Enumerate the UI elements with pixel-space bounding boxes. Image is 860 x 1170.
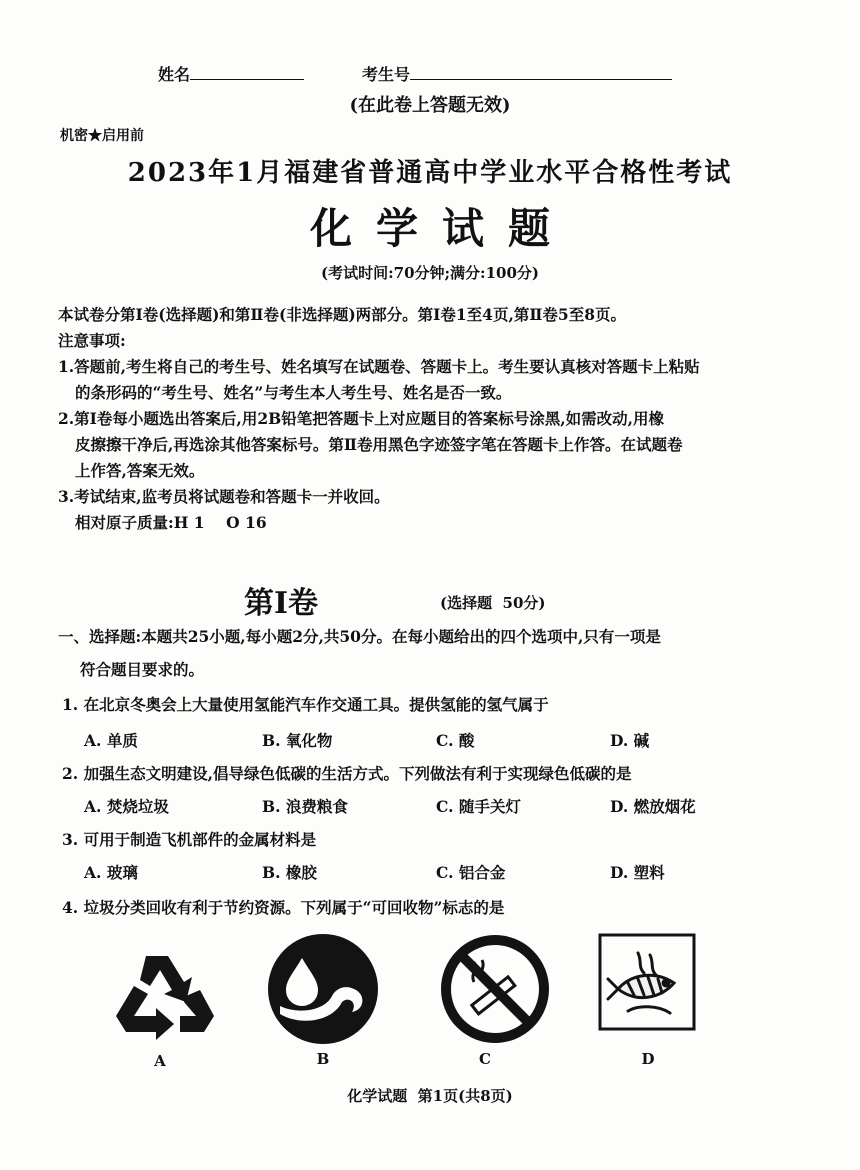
- fish-bone-icon: [598, 933, 696, 1031]
- exam-id-blank: [410, 63, 672, 80]
- q2-option-d: D. 燃放烟花: [610, 797, 696, 816]
- section-subtitle: (选择题 50分): [440, 594, 546, 612]
- q4-option-c: C: [479, 1050, 491, 1068]
- notes-heading: 注意事项:: [58, 331, 126, 350]
- note-1-line-2: 的条形码的“考生号、姓名”与考生本人考生号、姓名是否一致。: [75, 383, 512, 402]
- section-instruction-line-1: 一、选择题:本题共25小题,每小题2分,共50分。在每小题给出的四个选项中,只有一项是: [58, 627, 661, 646]
- section-title: 第Ⅰ卷: [244, 586, 319, 621]
- note-2-line-1: 2.第Ⅰ卷每小题选出答案后,用2B铅笔把答题卡上对应题目的答案标号涂黑,如需改动,用橡: [58, 409, 665, 428]
- question-4-stem: 4. 垃圾分类回收有利于节约资源。下列属于“可回收物”标志的是: [62, 898, 505, 917]
- question-2-stem: 2. 加强生态文明建设,倡导绿色低碳的生活方式。下列做法有利于实现绿色低碳的是: [62, 764, 632, 783]
- exam-title: 2023年1月福建省普通高中学业水平合格性考试: [127, 158, 733, 188]
- q1-option-b: B. 氧化物: [262, 731, 333, 750]
- recycle-icon: [104, 952, 216, 1044]
- q1-option-c: C. 酸: [436, 731, 475, 750]
- q2-option-a: A. 焚烧垃圾: [84, 797, 169, 816]
- atomic-mass: 相对原子质量:H 1 O 16: [75, 513, 267, 532]
- q3-option-a: A. 玻璃: [84, 863, 138, 882]
- subject-title: 化学试题: [309, 204, 574, 253]
- exam-time-info: (考试时间:70分钟;满分:100分): [321, 264, 539, 282]
- note-3: 3.考试结束,监考员将试题卷和答题卡一并收回。: [58, 487, 390, 506]
- q2-option-b: B. 浪费粮食: [262, 797, 348, 816]
- question-3-stem: 3. 可用于制造飞机部件的金属材料是: [62, 830, 317, 849]
- q2-option-c: C. 随手关灯: [436, 797, 521, 816]
- section-instruction-line-2: 符合题目要求的。: [80, 660, 205, 679]
- secret-mark: 机密★启用前: [60, 128, 144, 144]
- q3-option-d: D. 塑料: [610, 863, 665, 882]
- invalid-note: (在此卷上答题无效): [349, 95, 511, 116]
- note-2-line-2: 皮擦擦干净后,再选涂其他答案标号。第Ⅱ卷用黑色字迹签字笔在答题卡上作答。在试题卷: [75, 435, 683, 454]
- q4-option-a: A: [154, 1052, 166, 1070]
- q3-option-c: C. 铝合金: [436, 863, 506, 882]
- water-drop-icon: [266, 932, 380, 1046]
- q1-option-d: D. 碱: [610, 731, 650, 750]
- exam-id-label: 考生号: [362, 65, 411, 84]
- name-field: [158, 62, 304, 85]
- no-smoking-icon: [440, 934, 550, 1044]
- page-footer: 化学试题 第1页(共8页): [347, 1087, 513, 1105]
- q1-option-a: A. 单质: [84, 731, 138, 750]
- q4-option-d: D: [641, 1050, 655, 1068]
- q3-option-b: B. 橡胶: [262, 863, 317, 882]
- question-1-stem: 1. 在北京冬奥会上大量使用氢能汽车作交通工具。提供氢能的氢气属于: [62, 695, 549, 714]
- instructions-block: [58, 302, 700, 536]
- note-1-line-1: 1.答题前,考生将自己的考生号、姓名填写在试题卷、答题卡上。考生要认真核对答题卡上粘贴: [58, 357, 700, 376]
- note-2-line-3: 上作答,答案无效。: [75, 461, 205, 480]
- q4-option-b: B: [316, 1050, 330, 1068]
- name-blank: [190, 63, 304, 80]
- intro-text: 本试卷分第Ⅰ卷(选择题)和第Ⅱ卷(非选择题)两部分。第Ⅰ卷1至4页,第Ⅱ卷5至8页。: [58, 305, 626, 324]
- name-label: 姓名: [158, 65, 191, 84]
- exam-id-field: [362, 62, 672, 85]
